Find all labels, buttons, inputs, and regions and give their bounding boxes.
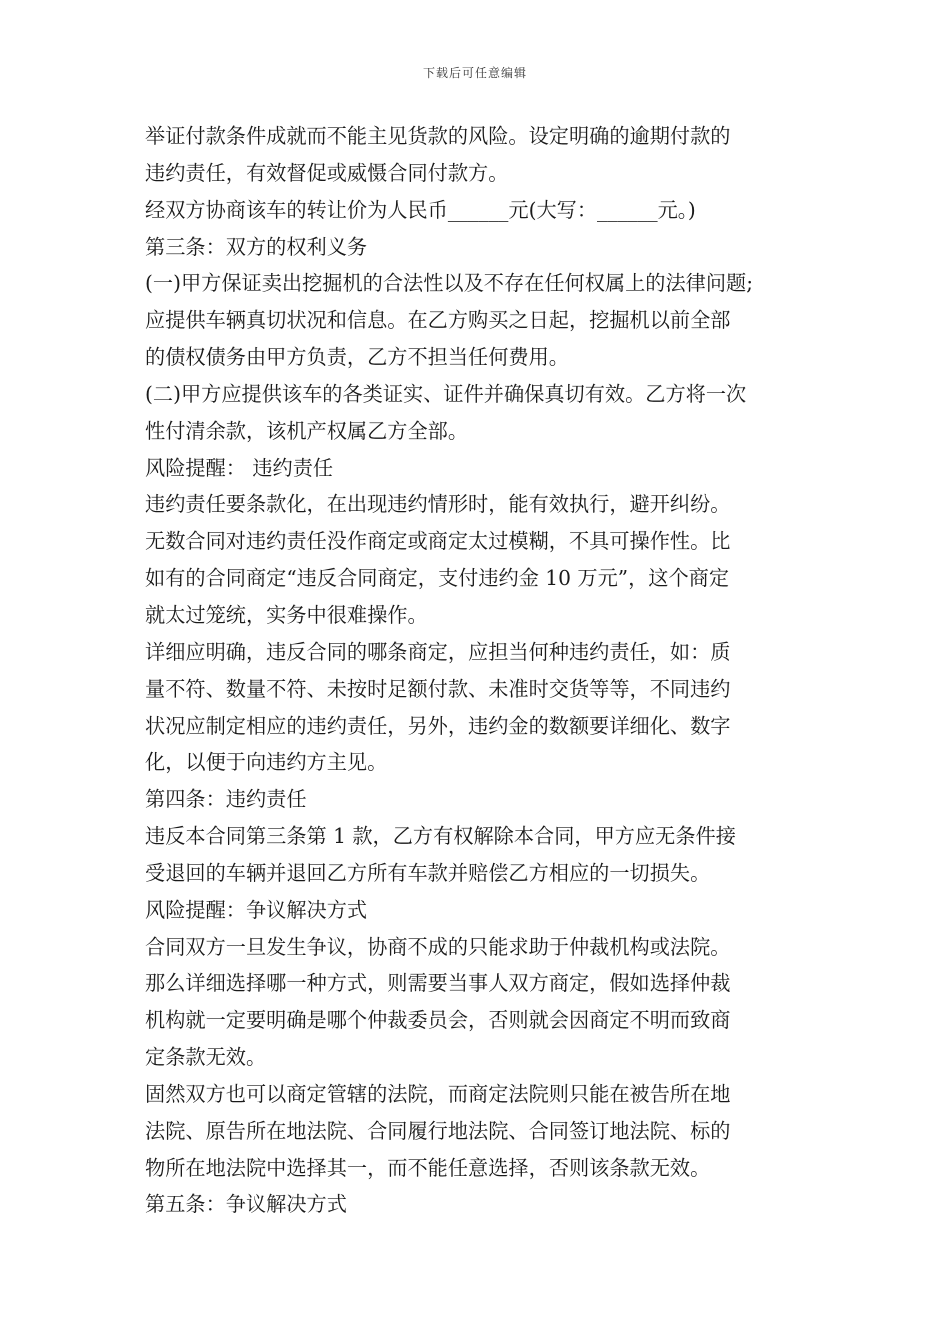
- text-line: 无数合同对违约责任没作商定或商定太过模糊，不具可操作性。比: [145, 529, 731, 554]
- text-line: (二)甲方应提供该车的各类证实、证件并确保真切有效。乙方将一次: [145, 381, 747, 406]
- text-line: 应提供车辆真切状况和信息。在乙方购买之日起，挖掘机以前全部: [145, 308, 731, 333]
- text-line: 就太过笼统，实务中很难操作。: [145, 602, 428, 627]
- text-line: 量不符、数量不符、未按时足额付款、未准时交货等等，不同违约: [145, 676, 731, 701]
- text-line: 违反本合同第三条第 1 款，乙方有权解除本合同，甲方应无条件接: [145, 824, 736, 849]
- text-line: 法院、原告所在地法院、合同履行地法院、合同签订地法院、标的: [145, 1118, 731, 1143]
- text-line: 那么详细选择哪一种方式，则需要当事人双方商定，假如选择仲裁: [145, 971, 731, 996]
- text-line: 固然双方也可以商定管辖的法院，而商定法院则只能在被告所在地: [145, 1081, 731, 1106]
- text-line: 机构就一定要明确是哪个仲裁委员会，否则就会因商定不明而致商: [145, 1008, 731, 1033]
- text-line: 经双方协商该车的转让价为人民币______元(大写：______元。): [145, 197, 696, 222]
- text-line: (一)甲方保证卖出挖掘机的合法性以及不存在任何权属上的法律问题;: [145, 271, 753, 296]
- section-heading: 第三条：双方的权利义务: [145, 234, 368, 259]
- text-line: 举证付款条件成就而不能主见货款的风险。设定明确的逾期付款的: [145, 124, 731, 148]
- text-line: 详细应明确，违反合同的哪条商定，应担当何种违约责任，如：质: [145, 639, 731, 664]
- text-line: 状况应制定相应的违约责任，另外，违约金的数额要详细化、数字: [145, 713, 731, 738]
- text-line: 物所在地法院中选择其一，而不能任意选择，否则该条款无效。: [145, 1155, 711, 1180]
- text-line: 违约责任要条款化，在出现违约情形时，能有效执行，避开纠纷。: [145, 492, 731, 517]
- document-body: [145, 118, 807, 1223]
- text-line: 性付清余款，该机产权属乙方全部。: [145, 418, 469, 443]
- section-heading: 风险提醒： 违约责任: [145, 455, 334, 480]
- text-line: 的债权债务由甲方负责，乙方不担当任何费用。: [145, 345, 569, 370]
- section-heading: 风险提醒：争议解决方式: [145, 897, 368, 922]
- text-line: 化，以便于向违约方主见。: [145, 750, 388, 775]
- text-line: 如有的合同商定“违反合同商定，支付违约金 10 万元”，这个商定: [145, 566, 730, 591]
- section-heading: 第四条：违约责任: [145, 787, 307, 812]
- section-heading: 第五条：争议解决方式: [145, 1192, 347, 1217]
- page-header: 下载后可任意编辑: [422, 66, 527, 80]
- text-line: 违约责任，有效督促或威慑合同付款方。: [145, 160, 509, 185]
- text-line: 合同双方一旦发生争议，协商不成的只能求助于仲裁机构或法院。: [145, 934, 731, 959]
- text-line: 受退回的车辆并退回乙方所有车款并赔偿乙方相应的一切损失。: [145, 860, 711, 885]
- text-line: 定条款无效。: [145, 1045, 267, 1070]
